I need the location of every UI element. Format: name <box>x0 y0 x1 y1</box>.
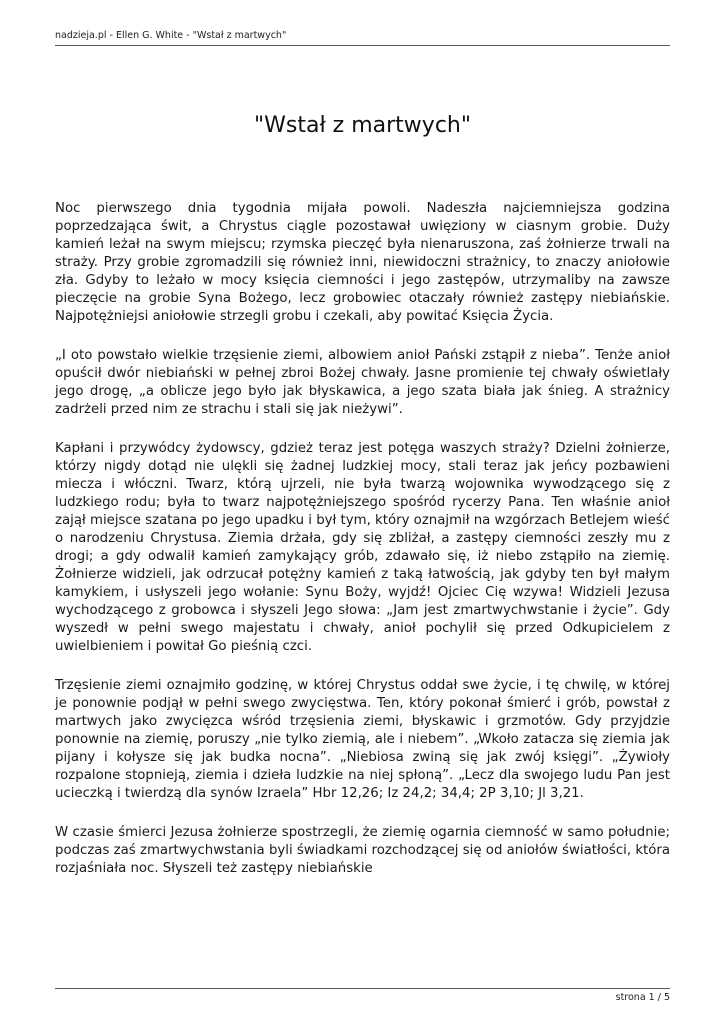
page-number: strona 1 / 5 <box>615 992 670 1003</box>
document-title: "Wstał z martwych" <box>254 113 471 138</box>
paragraph: W czasie śmierci Jezusa żołnierze spostrzegli, że ziemię ogarnia ciemność w samo południe; podczas zaś zmartwychwstania byli świadkami rozchodzącej się od aniołów światłości, która rozjaśniała noc. Słyszeli też zastępy niebiańskie <box>55 825 670 876</box>
page-header: nadzieja.pl - Ellen G. White - "Wstał z martwych" <box>55 30 287 41</box>
paragraph: Trzęsienie ziemi oznajmiło godzinę, w której Chrystus oddał swe życie, i tę chwilę, w której je ponownie podjął w pełni swego zwycięstwa. Ten, który pokonał śmierć i grób, powstał z martwych jako zwycięzca wśród trzęsienia ziemi, błyskawic i grzmotów. Gdy przyjdzie ponownie na ziemię, poruszy „nie tylko ziemią, ale i niebem”. „Wkoło zatacza się ziemia jak pijany i kołysze się jak budka nocna”. „Niebiosa zwiną się jak zwój księgi”. „Żywioły rozpalone stopnieją, ziemia i dzieła ludzkie na niej spłoną”. „Lecz dla swojego ludu Pan jest ucieczką i twierdzą dla synów Izraela” Hbr 12,26; Iz 24,2; 34,4; 2P 3,10; Jl 3,21. <box>55 678 670 801</box>
footer-divider <box>55 988 670 989</box>
document-body <box>55 200 670 899</box>
paragraph: Noc pierwszego dnia tygodnia mijała powoli. Nadeszła najciemniejsza godzina poprzedzająca świt, a Chrystus ciągle pozostawał uwięziony w ciasnym grobie. Duży kamień leżał na swym miejscu; rzymska pieczęć była nienaruszona, zaś żołnierze trwali na straży. Przy grobie zgromadzili się również inni, niewidoczni strażnicy, to znaczy aniołowie zła. Gdyby to leżało w mocy księcia ciemności i jego zastępów, utrzymaliby na zawsze pieczęcie na grobie Syna Bożego, lecz grobowiec otaczały również zastępy niebiańskie. Najpotężniejsi aniołowie strzegli grobu i czekali, aby powitać Księcia Życia. <box>55 201 670 324</box>
paragraph: Kapłani i przywódcy żydowscy, gdzież teraz jest potęga waszych straży? Dzielni żołnierze, którzy nigdy dotąd nie ulękli się żadnej ludzkiej mocy, stali teraz jak jeńcy pozbawieni miecza i włóczni. Twarz, którą ujrzeli, nie była twarzą wojownika wywodzącego się z ludzkiego rodu; była to twarz najpotężniejszego spośród rycerzy Pana. Ten właśnie anioł zajął miejsce szatana po jego upadku i był tym, który oznajmił na wzgórzach Betlejem wieść o narodzeniu Chrystusa. Ziemia drżała, gdy się zbliżał, a zastępy ciemności zeszły mu z drogi; a gdy odwalił kamień zamykający grób, zdawało się, iż niebo zstąpiło na ziemię. Żołnierze widzieli, jak odrzucał potężny kamień z taką łatwością, jak gdyby ten był małym kamykiem, i usłyszeli jego wołanie: Synu Boży, wyjdź! Ojciec Cię wzywa! Widzieli Jezusa wychodzącego z grobowca i słyszeli Jego słowa: „Jam jest zmartwychwstanie i życie”. Gdy wyszedł w pełni swego majestatu i chwały, anioł pochylił się przed Odkupicielem z uwielbieniem i powitał Go pieśnią czci. <box>55 441 670 654</box>
paragraph: „I oto powstało wielkie trzęsienie ziemi, albowiem anioł Pański zstąpił z nieba”. Tenże anioł opuścił dwór niebiański w pełnej zbroi Bożej chwały. Jasne promienie tej chwały oświetlały jego drogę, „a oblicze jego było jak błyskawica, a jego szata biała jak śnieg. A strażnicy zadrżeli przed nim ze strachu i stali się jak nieżywi”. <box>55 348 670 417</box>
header-divider <box>55 45 670 46</box>
